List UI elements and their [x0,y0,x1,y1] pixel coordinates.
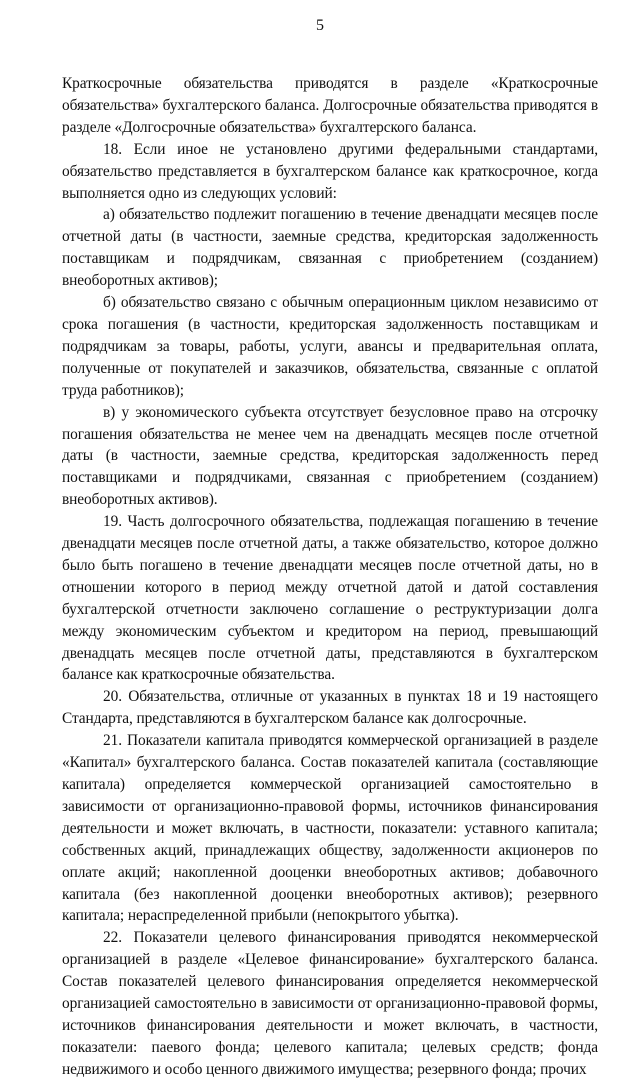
page-number: 5 [316,17,324,34]
document-body [62,73,598,1081]
paragraph-19: 19. Часть долгосрочного обязательства, подлежащая погашению в течение двенадцати месяцев после отчетной даты, а также обязательство, которое должно было быть погашено в течение двенадцати месяцев после отчетной даты, но в отношении которого в период между отчетной датой и датой составления бухгалтерской отчетности заключено соглашение о реструктуризации долга между экономическим субъектом и кредитором на период, превышающий двенадцать месяцев после отчетной даты, представляются в бухгалтерском балансе как краткосрочные обязательства. [62,513,598,684]
paragraph-20: 20. Обязательства, отличные от указанных в пунктах 18 и 19 настоящего Стандарта, представляются в бухгалтерском балансе как долгосрочные. [62,688,598,728]
paragraph-22: 22. Показатели целевого финансирования приводятся некоммерческой организацией в разделе «Целевое финансирование» бухгалтерского баланса. Состав показателей целевого финансирования определяется некоммерческой организацией самостоятельно в зависимости от организационно-правовой формы, источников финансирования деятельности и может включать, в частности, показатели: паевого фонда; целевого капитала; целевых средств; фонда недвижимого и особо ценного движимого имущества; резервного фонда; прочих [62,929,598,1078]
paragraph-18-a: а) обязательство подлежит погашению в течение двенадцати месяцев после отчетной даты (в частности, заемные средства, кредиторская задолженность поставщикам и подрядчикам, связанная с приобретением (созданием) внеоборотных активов); [62,206,598,290]
paragraph-intro: Краткосрочные обязательства приводятся в разделе «Краткосрочные обязательства» бухгалтерского баланса. Долгосрочные обязательства приводятся в разделе «Долгосрочные обязательства» бухгалтерского баланса. [62,75,598,136]
paragraph-18: 18. Если иное не установлено другими федеральными стандартами, обязательство представляется в бухгалтерском балансе как краткосрочное, когда выполняется одно из следующих условий: [62,140,598,202]
paragraph-18-v: в) у экономического субъекта отсутствует безусловное право на отсрочку погашения обязательства не менее чем на двенадцать месяцев после отчетной даты (в частности, заемные средства, кредиторская задолженность перед поставщиками и подрядчиками, связанная с приобретением (созданием) внеоборотных активов). [62,403,598,509]
paragraph-18-b: б) обязательство связано с обычным операционным циклом независимо от срока погашения (в частности, кредиторская задолженность поставщикам и подрядчикам за товары, работы, услуги, авансы и предварительная оплата, полученные от покупателей и заказчиков, обязательства, связанные с оплатой труда работников); [62,294,598,399]
paragraph-21: 21. Показатели капитала приводятся коммерческой организацией в разделе «Капитал» бухгалтерского баланса. Состав показателей капитала (составляющие капитала) определяется коммерческой организацией самостоятельно в зависимости от организационно-правовой формы, источников финансирования деятельности и может включать, в частности, показатели: уставного капитала; собственных акций, принадлежащих обществу, задолженности акционеров по оплате акций; накопленной дооценки внеоборотных активов; добавочного капитала (без накопленной дооценки внеоборотных активов); резервного капитала; нераспределенной прибыли (непокрытого убытка). [62,732,598,925]
